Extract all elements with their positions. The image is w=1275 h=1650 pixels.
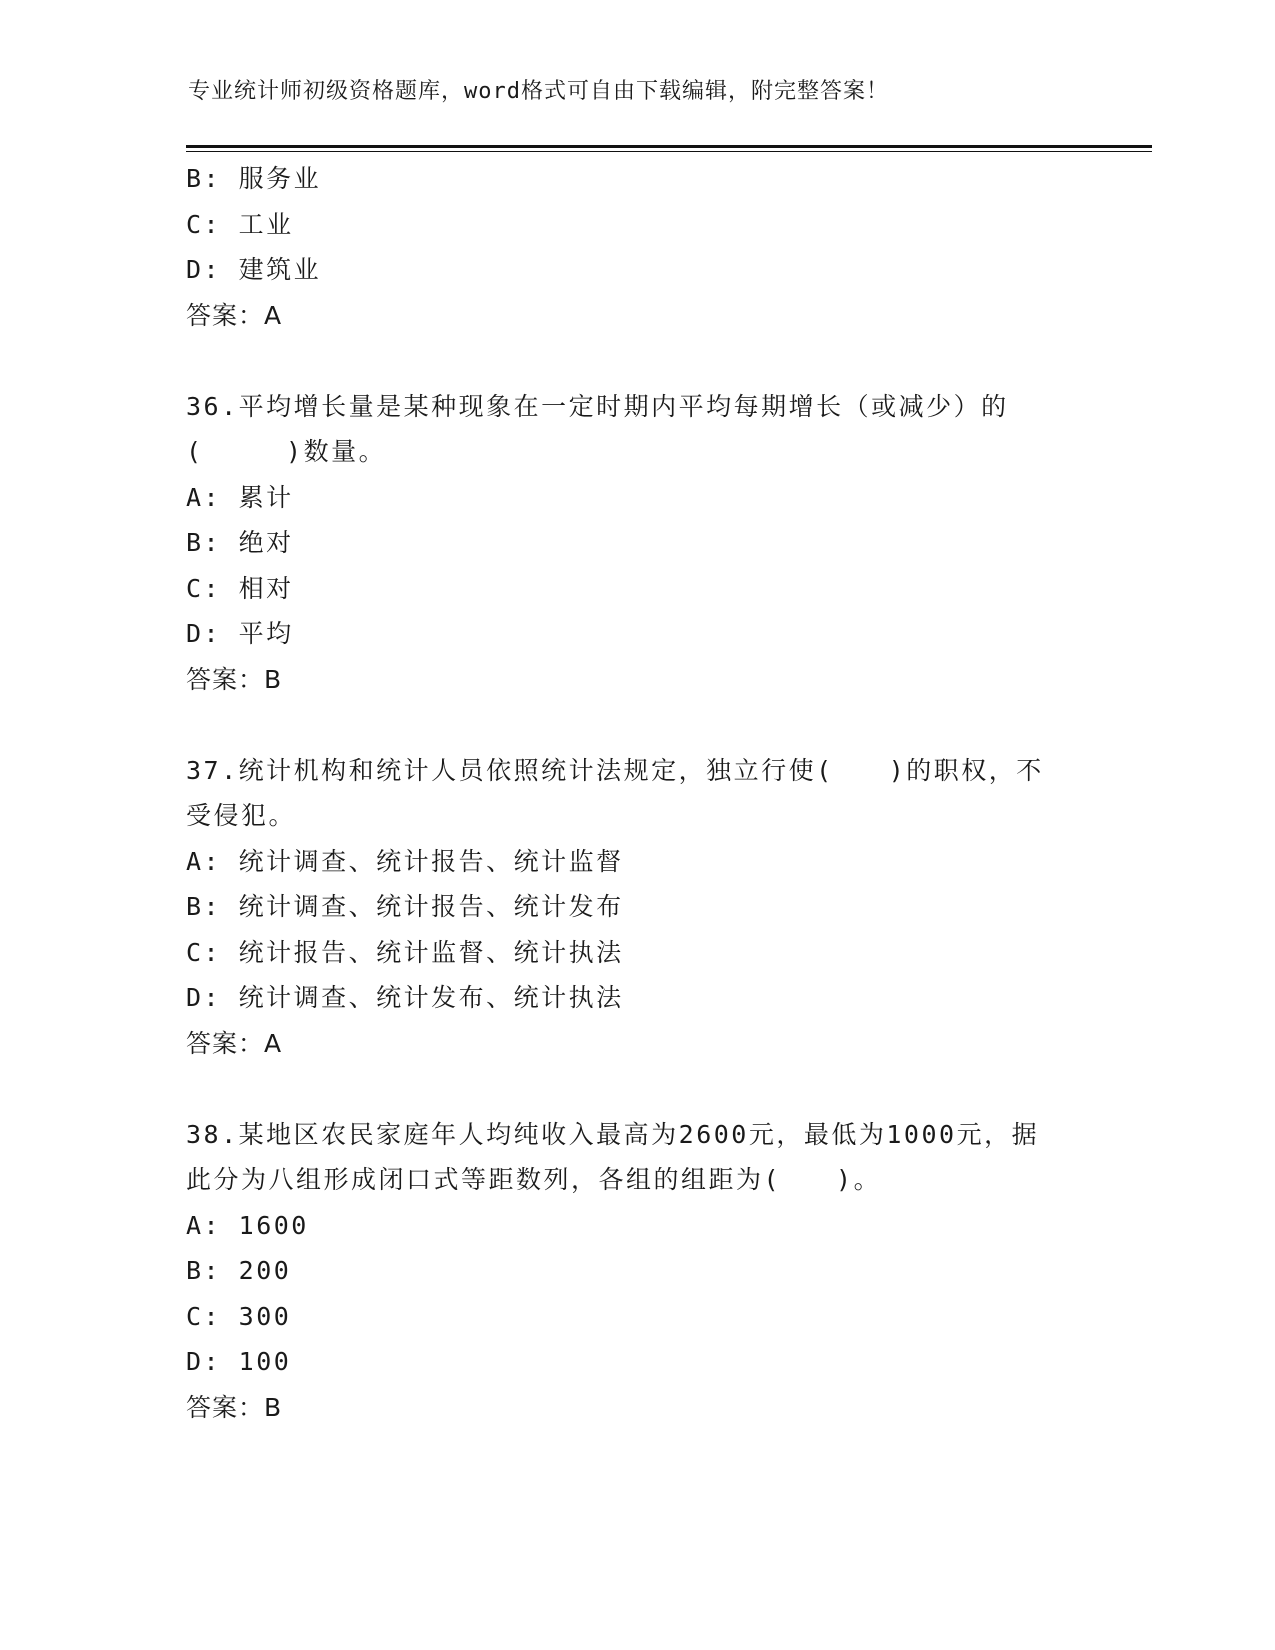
answer: 答案：B [186,1392,283,1422]
option-d: D: 100 [186,1347,292,1376]
question-text-line: 此分为八组形成闭口式等距数列，各组的组距为( )。 [186,1165,882,1194]
option-c: C: 统计报告、统计监督、统计执法 [186,937,624,967]
option-a: A: 累计 [186,482,294,512]
option-d: D: 统计调查、统计发布、统计执法 [186,983,624,1012]
answer: 答案：A [186,300,283,330]
option-a: A: 统计调查、统计报告、统计监督 [186,846,624,876]
document-body [186,156,1086,1430]
option-b: B: 统计调查、统计报告、统计发布 [186,892,624,921]
question-text-line: 受侵犯。 [186,801,297,830]
option-d: D: 建筑业 [186,255,322,284]
question-text-line: 37.统计机构和统计人员依照统计法规定，独立行使( )的职权，不 [186,755,1044,785]
option-c: C: 300 [186,1301,292,1331]
question-text-line: 38.某地区农民家庭年人均纯收入最高为2600元，最低为1000元，据 [186,1119,1040,1149]
question-text-line: 36.平均增长量是某种现象在一定时期内平均每期增长（或减少）的 [186,391,1009,421]
header-rule-thin [186,151,1152,152]
header-rule-thick [186,145,1152,148]
option-c: C: 工业 [186,209,294,239]
option-b: B: 服务业 [186,164,322,193]
option-d: D: 平均 [186,619,294,648]
option-a: A: 1600 [186,1210,309,1240]
option-b: B: 200 [186,1256,292,1285]
answer: 答案：A [186,1028,283,1058]
answer: 答案：B [186,664,283,694]
question-text-line: ( )数量。 [186,437,387,466]
option-c: C: 相对 [186,573,294,603]
page-header: 专业统计师初级资格题库，word格式可自由下载编辑，附完整答案！ [188,79,889,104]
option-b: B: 绝对 [186,528,294,557]
